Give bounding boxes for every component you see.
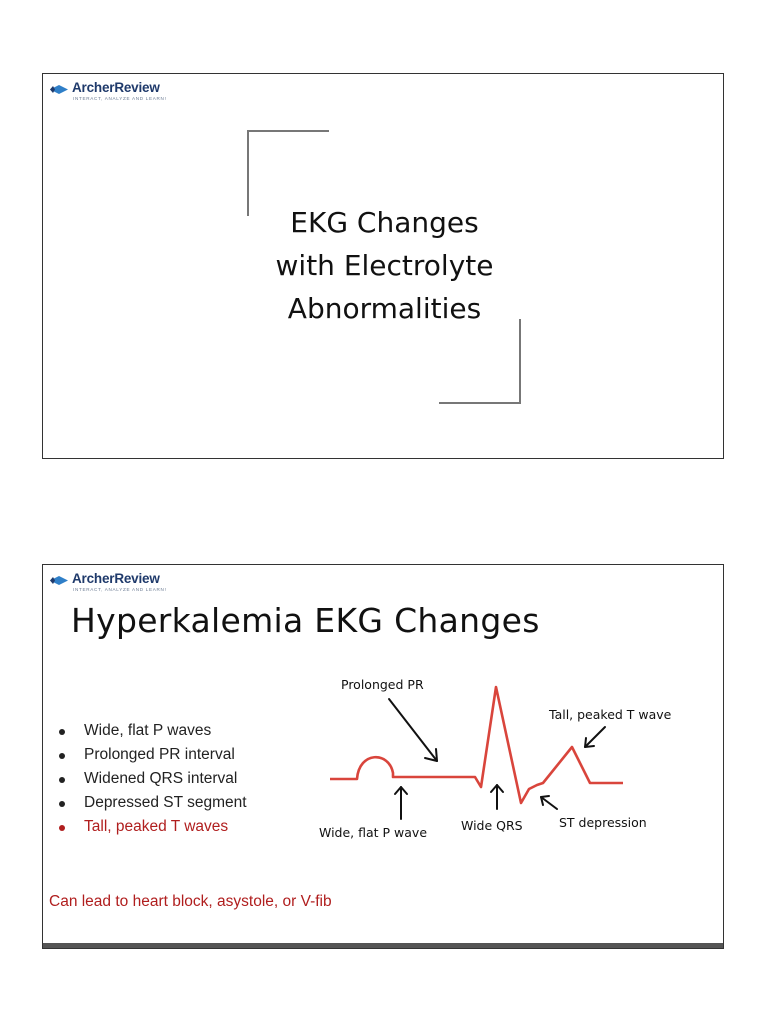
bullet-icon xyxy=(59,729,65,735)
frame-corner-bottom-v xyxy=(519,319,521,404)
slide-title xyxy=(193,201,576,330)
wide-flat-p-label: Wide, flat P wave xyxy=(319,825,428,840)
list-item-highlighted xyxy=(55,815,247,839)
list-item xyxy=(55,791,247,815)
brand-name: ArcherReview xyxy=(72,571,160,586)
st-depression-label: ST depression xyxy=(559,815,647,830)
brand-tagline: INTERACT, ANALYZE AND LEARN! xyxy=(73,96,167,101)
bullet-icon xyxy=(59,801,65,807)
brand-name: ArcherReview xyxy=(72,80,160,95)
list-item-text: Tall, peaked T waves xyxy=(84,818,229,835)
list-item-text: Wide, flat P waves xyxy=(84,722,212,739)
list-item xyxy=(55,767,247,791)
slide-bottom-bar xyxy=(43,943,723,948)
wide-flat-p-arrow-icon xyxy=(395,787,407,819)
tall-peaked-t-arrow-icon xyxy=(585,727,605,747)
title-slide xyxy=(42,73,724,459)
list-item-text: Widened QRS interval xyxy=(84,770,238,787)
brand-tagline: INTERACT, ANALYZE AND LEARN! xyxy=(73,587,167,592)
title-line-2: with Electrolyte xyxy=(275,249,494,282)
archer-review-logo xyxy=(50,571,190,595)
bullet-icon xyxy=(59,777,65,783)
title-line-1: EKG Changes xyxy=(290,206,479,239)
prolonged-pr-arrow-icon xyxy=(389,699,437,761)
bullet-icon xyxy=(59,753,65,759)
list-item xyxy=(55,743,247,767)
slide-title: Hyperkalemia EKG Changes xyxy=(71,601,540,640)
hyperkalemia-slide xyxy=(42,564,724,949)
consequence-text: Can lead to heart block, asystole, or V-fib xyxy=(49,893,332,910)
wide-qrs-arrow-icon xyxy=(491,785,503,809)
ekg-waveform-diagram xyxy=(285,657,705,847)
st-depression-arrow-icon xyxy=(541,796,557,809)
title-line-3: Abnormalities xyxy=(287,292,482,325)
arrow-logo-icon xyxy=(50,574,68,587)
frame-corner-bottom-h xyxy=(439,402,521,404)
ekg-trace xyxy=(330,687,623,803)
list-item-text: Prolonged PR interval xyxy=(84,746,235,763)
bullet-icon xyxy=(59,825,65,831)
ekg-changes-list xyxy=(55,719,247,839)
frame-corner-top-h xyxy=(247,130,329,132)
wide-qrs-label: Wide QRS xyxy=(461,818,523,833)
tall-peaked-t-label: Tall, peaked T wave xyxy=(549,707,672,722)
arrow-logo-icon xyxy=(50,83,68,96)
archer-review-logo xyxy=(50,80,190,104)
list-item-text: Depressed ST segment xyxy=(84,794,247,811)
prolonged-pr-label: Prolonged PR xyxy=(341,677,424,692)
list-item xyxy=(55,719,247,743)
